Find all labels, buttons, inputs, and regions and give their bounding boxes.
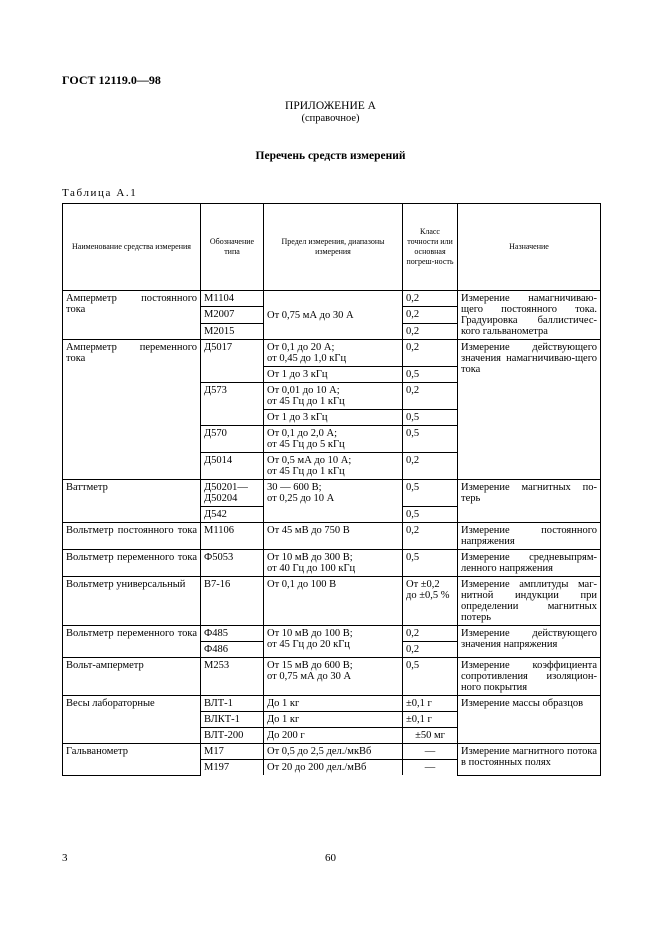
cell-purpose: Измерение намагничиваю-щего постоянного тока. Градуировка баллистичес-кого гальванометра [458,291,601,340]
cell-type: Ф485 [201,626,264,642]
appendix-title: ПРИЛОЖЕНИЕ А [285,100,376,112]
cell-range: От 1 до 3 кГц [264,367,403,383]
cell-class: 0,2 [403,383,458,410]
cell-class: 0,2 [403,291,458,307]
table-row [63,744,601,760]
cell-range [264,550,403,577]
cell-class: 0,5 [403,410,458,426]
cell-type: Д5017 [201,340,264,383]
cell-class: 0,2 [403,307,458,323]
table-row [63,626,601,642]
cell-type: ВЛТ-1 [201,696,264,712]
cell-class: 0,5 [403,426,458,453]
cell-name: Вольтметр переменного тока [63,550,201,577]
cell-purpose: Измерение постоянного напряжения [458,523,601,550]
cell-type: М2007 [201,307,264,323]
header-type: Обозначение типа [201,204,264,291]
cell-class: 0,5 [403,507,458,523]
cell-range: До 200 г [264,728,403,744]
table-row [63,658,601,696]
cell-range: От 45 мВ до 750 В [264,523,403,550]
cell-name: Вольтметр переменного тока [63,626,201,658]
range-line: от 45 Гц до 5 кГц [267,439,345,450]
cell-range: От 0,1 до 100 В [264,577,403,626]
table-row [63,340,601,367]
appendix-note: (справочное) [301,113,360,124]
cell-type: Ф5053 [201,550,264,577]
header-name: Наименование средства измерения [63,204,201,291]
cell-range: От 1 до 3 кГц [264,410,403,426]
cell-range [264,480,403,523]
cell-range: От 0,5 до 2,5 дел./мкВб [264,744,403,760]
cell-class: 0,2 [403,642,458,658]
range-line: От 10 мВ до 300 В; [267,552,353,563]
cell-class: 0,2 [403,523,458,550]
cell-range [264,426,403,453]
cell-name: Амперметр переменного тока [63,340,201,480]
header-purpose: Назначение [458,204,601,291]
page-number-left: 3 [62,852,68,864]
cell-type: Д573 [201,383,264,426]
cell-name: Вольтметр постоянного тока [63,523,201,550]
range-line: От 0,5 мА до 10 А; [267,455,352,466]
cell-range: До 1 кг [264,696,403,712]
range-line: от 0,45 до 1,0 кГц [267,353,347,364]
cell-class: 0,2 [403,626,458,642]
cell-type: ВЛТ-200 [201,728,264,744]
cell-purpose: Измерение массы образцов [458,696,601,744]
cell-range [264,626,403,658]
cell-purpose: Измерение средневыпрям-ленного напряжения [458,550,601,577]
table-row [63,480,601,507]
cell-range [264,453,403,480]
range-line: От 0,1 до 20 А; [267,342,335,353]
cell-class [403,577,458,626]
type-line: Д50204 [204,493,238,504]
cell-type: Д5014 [201,453,264,480]
range-line: От 15 мВ до 600 В; [267,660,353,671]
cell-name: Вольт-амперметр [63,658,201,696]
page-number-center: 60 [325,852,336,864]
range-line: От 0,1 до 2,0 А; [267,428,338,439]
cell-range: От 0,75 мА до 30 А [264,291,403,340]
cell-range [264,658,403,696]
table-row [63,696,601,712]
cell-type: М2015 [201,323,264,339]
class-line: От ±0,2 [406,579,440,590]
cell-type: М1106 [201,523,264,550]
header-range: Предел измерения, диапазоны измерения [264,204,403,291]
cell-class: — [403,760,458,776]
cell-name: Амперметр постоянного тока [63,291,201,340]
cell-type: М197 [201,760,264,776]
table-row [63,523,601,550]
cell-class: 0,2 [403,323,458,339]
cell-class: 0,5 [403,367,458,383]
cell-type [201,480,264,507]
range-line: от 0,25 до 10 А [267,493,335,504]
cell-class: 0,5 [403,658,458,696]
instruments-table [62,203,601,776]
range-line: от 45 Гц до 1 кГц [267,396,345,407]
cell-type: М1104 [201,291,264,307]
range-line: от 45 Гц до 20 кГц [267,639,350,650]
range-line: от 0,75 мА до 30 А [267,671,352,682]
cell-purpose: Измерение амплитуды маг-нитной индукции при определении магнитных потерь [458,577,601,626]
cell-type: ВЛКТ-1 [201,712,264,728]
table-header-row [63,204,601,291]
cell-name: Вольтметр универсальный [63,577,201,626]
cell-class: — [403,744,458,760]
cell-name: Гальванометр [63,744,201,776]
cell-range [264,340,403,367]
cell-class: 0,5 [403,550,458,577]
cell-range: От 20 до 200 дел./мВб [264,760,403,776]
range-line: от 40 Гц до 100 кГц [267,563,356,574]
cell-class: 0,5 [403,480,458,507]
cell-purpose: Измерение коэффициента сопротивления изоляцион-ного покрытия [458,658,601,696]
cell-class: 0,2 [403,340,458,367]
cell-purpose: Измерение действующего значения напряжения [458,626,601,658]
cell-class: 0,2 [403,453,458,480]
cell-type: Д542 [201,507,264,523]
table-caption: Таблица А.1 [62,187,138,199]
type-line: Д50201— [204,482,248,493]
cell-type: Ф486 [201,642,264,658]
table-row [63,550,601,577]
cell-class: ±0,1 г [403,712,458,728]
table-row [63,291,601,307]
cell-type: Д570 [201,426,264,453]
cell-purpose: Измерение магнитного потока в постоянных полях [458,744,601,776]
range-line: 30 — 600 В; [267,482,322,493]
table-row [63,577,601,626]
cell-name: Ваттметр [63,480,201,523]
header-class: Класс точности или основная погреш-ность [403,204,458,291]
cell-type: В7-16 [201,577,264,626]
document-title: Перечень средств измерений [255,150,406,162]
range-line: от 45 Гц до 1 кГц [267,466,345,477]
cell-name: Весы лабораторные [63,696,201,744]
cell-class: ±50 мг [403,728,458,744]
cell-range: До 1 кг [264,712,403,728]
standard-header: ГОСТ 12119.0—98 [62,73,161,87]
cell-purpose: Измерение магнитных по-терь [458,480,601,523]
cell-type: М253 [201,658,264,696]
range-line: От 10 мВ до 100 В; [267,628,353,639]
cell-purpose: Измерение действующего значения намагничиваю-щего тока [458,340,601,480]
class-line: до ±0,5 % [406,590,450,601]
cell-type: М17 [201,744,264,760]
cell-class: ±0,1 г [403,696,458,712]
range-line: От 0,01 до 10 А; [267,385,340,396]
cell-range [264,383,403,410]
